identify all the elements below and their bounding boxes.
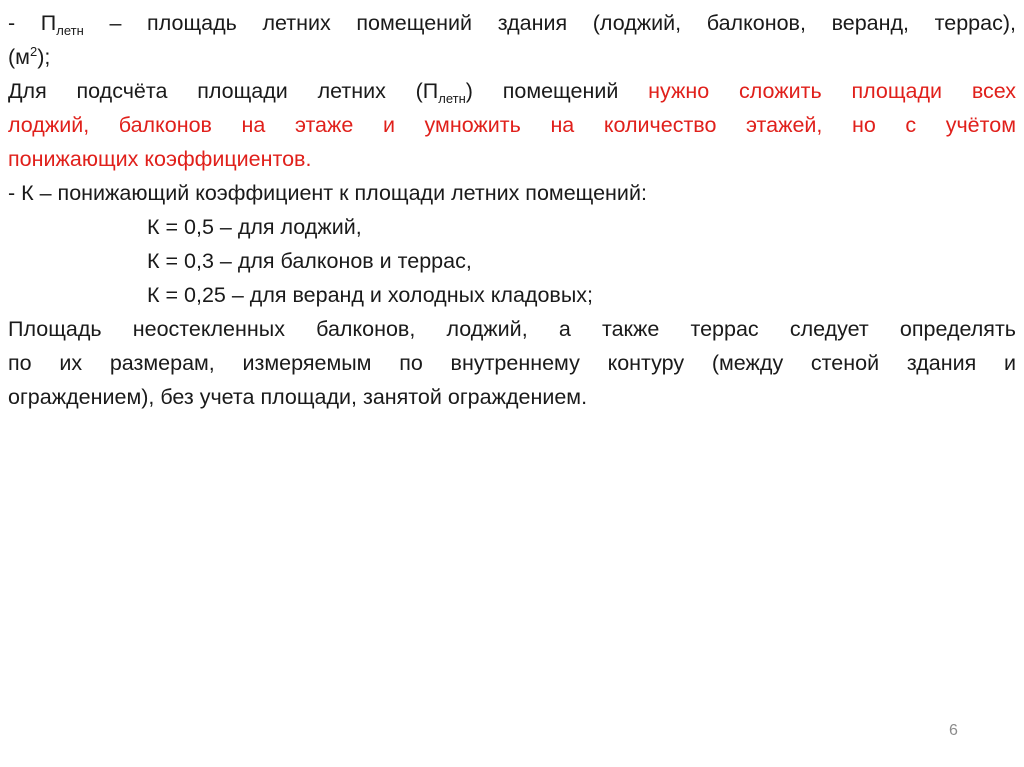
text-fragment: (м	[8, 45, 30, 69]
text-fragment: - П	[8, 11, 57, 35]
coefficient-item-balcony: К = 0,3 – для балконов и террас,	[147, 249, 472, 273]
definition-units-line	[8, 40, 1016, 74]
coefficient-item-veranda: К = 0,25 – для веранд и холодных кладовых;	[147, 283, 594, 307]
measurement-rule-line-1: Площадь неостекленных балконов, лоджий, а также террас следует определять	[8, 317, 1016, 341]
slide-body	[8, 6, 1016, 414]
calculation-rule-line-1	[8, 74, 1016, 108]
text-fragment: Для подсчёта площади летних (П	[8, 79, 439, 103]
text-fragment: ) помещений	[465, 79, 649, 103]
text-fragment: – площадь летних помещений здания (лоджий, балконов, веранд, террас),	[83, 11, 1016, 35]
subscript-letn: летн	[56, 23, 84, 38]
measurement-rule-line-3: ограждением), без учета площади, занятой ограждением.	[8, 385, 588, 409]
calculation-rule-line-2: лоджий, балконов на этаже и умножить на количество этажей, но с учётом	[8, 113, 1016, 137]
highlighted-rule-text: нужно сложить площади всех	[648, 79, 1017, 103]
coefficient-item-loggia: К = 0,5 – для лоджий,	[147, 215, 362, 239]
subscript-letn: летн	[438, 91, 466, 106]
page-number: 6	[949, 722, 958, 739]
coefficient-intro: - К – понижающий коэффициент к площади летних помещений:	[8, 181, 647, 205]
definition-line-summer-area	[8, 6, 1016, 40]
text-fragment: );	[37, 45, 51, 69]
superscript-2: 2	[29, 44, 38, 59]
measurement-rule-line-2: по их размерам, измеряемым по внутреннему контуру (между стеной здания и	[8, 351, 1016, 375]
calculation-rule-line-3: понижающих коэффициентов.	[8, 147, 312, 171]
